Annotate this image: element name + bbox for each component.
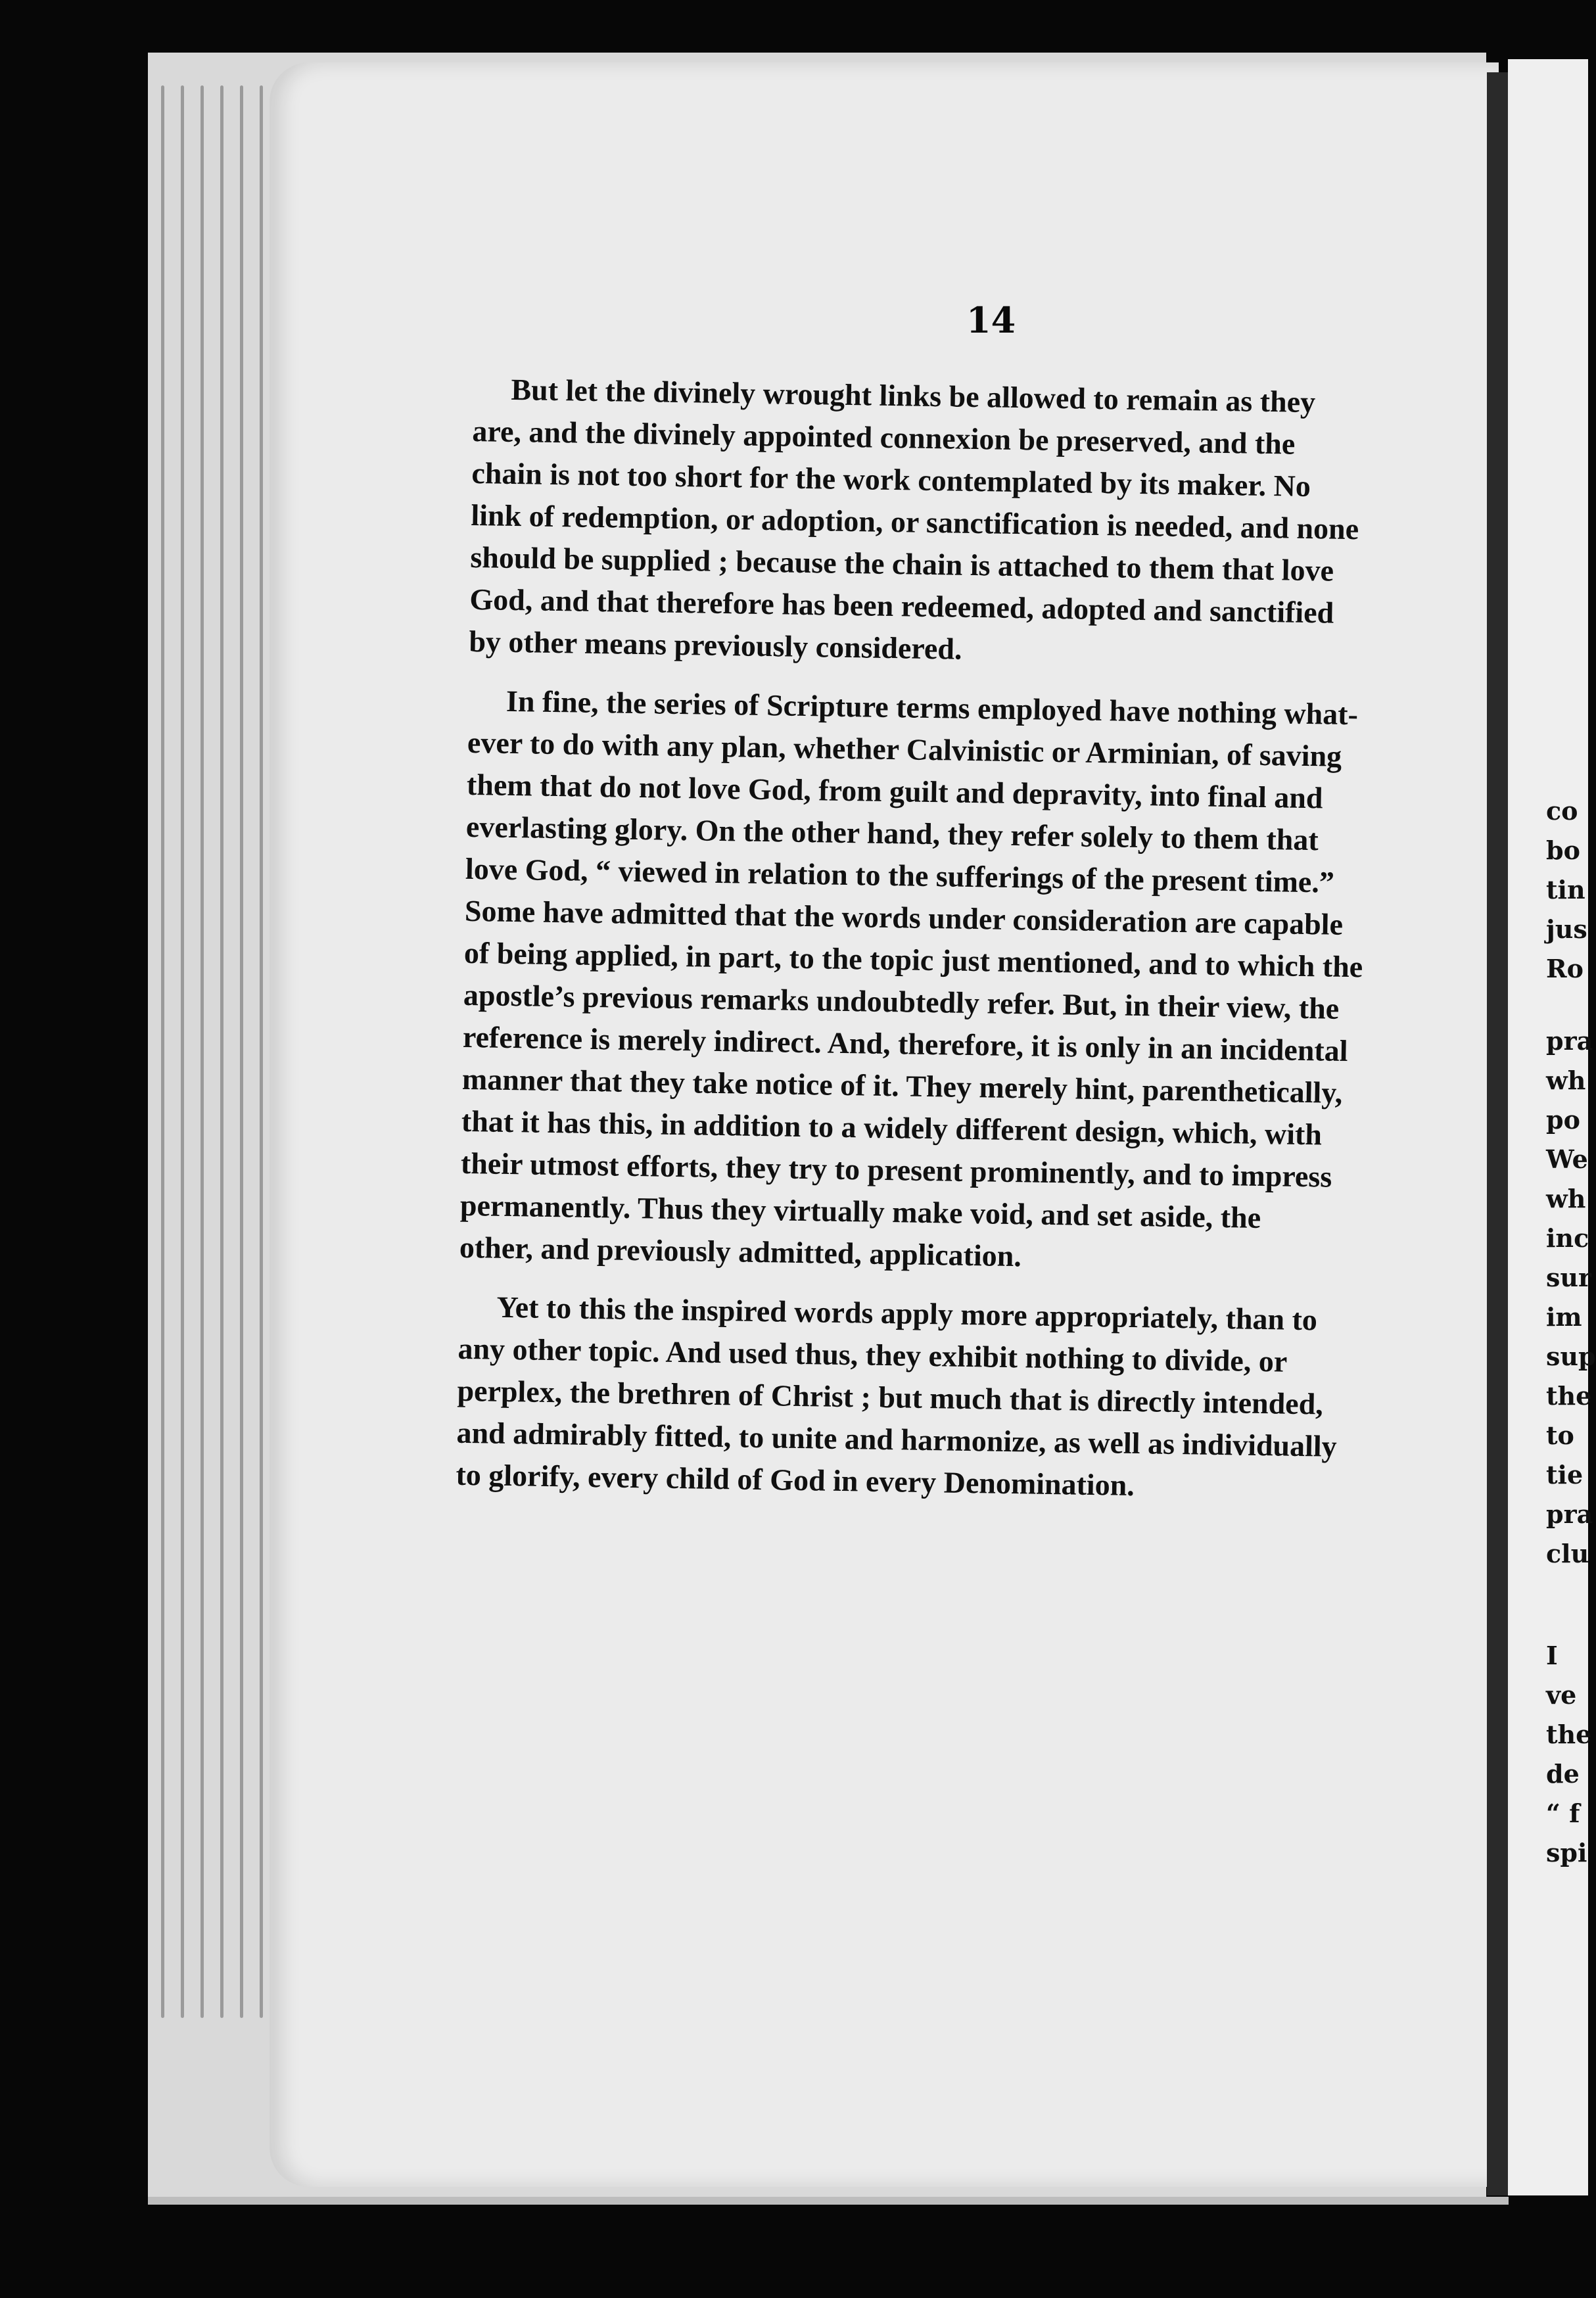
facing-page-line: spi	[1546, 1838, 1587, 1867]
facing-page-line: “ f	[1546, 1798, 1580, 1828]
text-line: that it has this, in addition to a widely different design, which, with	[461, 1104, 1323, 1152]
facing-page-line: wh	[1546, 1184, 1586, 1213]
text-line: any other topic. And used thus, they exhibit nothing to divide, or	[458, 1331, 1288, 1378]
page-edge-line	[181, 85, 184, 2018]
page-number: 14	[966, 299, 1016, 341]
facing-page-line: Ro	[1546, 954, 1584, 983]
text-line: other, and previously admitted, application.	[459, 1230, 1022, 1273]
facing-page-line: the	[1546, 1381, 1592, 1411]
text-line: to glorify, every child of God in every Denomination.	[456, 1457, 1135, 1503]
page-edge-line	[240, 85, 243, 2018]
text-line: permanently. Thus they virtually make void, and set aside, the	[459, 1188, 1261, 1234]
facing-page-line: pra	[1546, 1026, 1593, 1056]
text-line: perplex, the brethren of Christ ; but much that is directly intended,	[457, 1373, 1324, 1421]
facing-page-line: ve	[1546, 1680, 1577, 1710]
facing-page-line: jus	[1546, 914, 1587, 944]
text-line: link of redemption, or adoption, or sanctification is needed, and none	[471, 498, 1359, 546]
facing-page-line: pra	[1546, 1499, 1593, 1529]
text-line: are, and the divinely appointed connexion be preserved, and the	[472, 413, 1296, 461]
text-line: God, and that therefore has been redeemed, adopted and sanctified	[469, 582, 1334, 630]
facing-page-line: the	[1546, 1720, 1592, 1749]
page-edge-line	[200, 85, 204, 2018]
text-line: In fine, the series of Scripture terms employed have nothing what-	[505, 684, 1359, 732]
text-line: everlasting glory. On the other hand, they refer solely to them that	[465, 809, 1319, 857]
text-line: Yet to this the inspired words apply more appropriately, than to	[496, 1290, 1318, 1337]
facing-page-line: sur	[1546, 1263, 1592, 1292]
facing-page-line: to	[1546, 1420, 1574, 1450]
text-line: love God, “ viewed in relation to the sufferings of the present time.”	[465, 851, 1335, 899]
page-edge-line	[260, 85, 263, 2018]
paragraph	[459, 680, 1447, 1284]
facing-page-line: de	[1546, 1759, 1580, 1789]
paragraph	[456, 1286, 1438, 1511]
text-line: reference is merely indirect. And, therefore, it is only in an incidental	[462, 1020, 1348, 1068]
facing-page-line: I	[1546, 1641, 1558, 1670]
page-edge-line	[161, 85, 164, 2018]
facing-page-line: inc	[1546, 1223, 1589, 1253]
page-bottom-edge	[148, 2197, 1509, 2205]
text-line: manner that they take notice of it. They merely hint, parenthetically,	[461, 1062, 1343, 1110]
text-line: Some have admitted that the words under consideration are capable	[464, 893, 1344, 941]
text-line: apostle’s previous remarks undoubtedly refer. But, in their view, the	[463, 977, 1340, 1025]
text-line: But let the divinely wrought links be allowed to remain as they	[511, 372, 1316, 419]
text-line: ever to do with any plan, whether Calvinistic or Arminian, of saving	[467, 725, 1342, 773]
text-line: by other means previously considered.	[469, 624, 962, 666]
facing-page-line: wh	[1546, 1066, 1586, 1095]
facing-page-line: co	[1546, 796, 1578, 826]
text-line: chain is not too short for the work contemplated by its maker. No	[471, 456, 1311, 504]
page-edge-line	[220, 85, 223, 2018]
text-line: them that do not love God, from guilt and depravity, into final and	[466, 767, 1323, 815]
facing-page-line: im	[1546, 1302, 1582, 1332]
body-text	[456, 368, 1453, 1528]
paragraph	[469, 368, 1453, 678]
facing-page-line: tie	[1546, 1460, 1584, 1489]
facing-page-line: sup	[1546, 1342, 1596, 1371]
text-line: should be supplied ; because the chain is attached to them that love	[470, 540, 1334, 588]
text-line: their utmost efforts, they try to present prominently, and to impress	[460, 1146, 1332, 1194]
text-line: of being applied, in part, to the topic just mentioned, and to which the	[463, 935, 1363, 984]
text-line: and admirably fitted, to unite and harmonize, as well as individually	[456, 1415, 1338, 1463]
facing-page-line: We	[1546, 1144, 1588, 1174]
facing-page-line: clu	[1546, 1539, 1589, 1568]
facing-page-line: tin	[1546, 875, 1585, 904]
book-gutter	[1487, 72, 1508, 2195]
facing-page-line: po	[1546, 1105, 1580, 1135]
facing-page-line: bo	[1546, 835, 1580, 865]
